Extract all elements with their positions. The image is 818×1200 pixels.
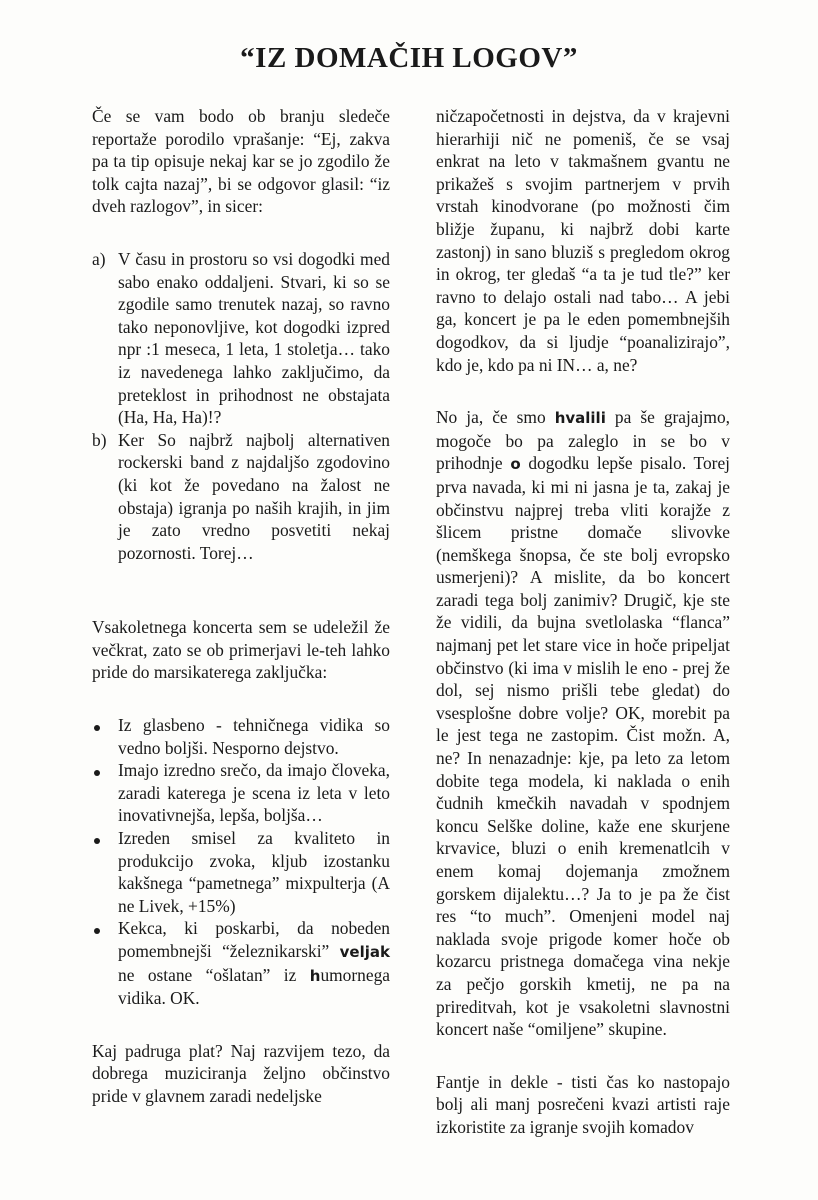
bullet-item [92, 714, 390, 759]
intro-paragraph: Če se vam bodo ob branju sledeče reportaže porodilo vprašanje: “Ej, zakva pa ta tip opisuje nekaj kar se jo zgodilo že tolk cajta nazaj”, bi se odgovor glasil: “iz dveh razlogov”, in sicer: [92, 106, 390, 217]
bullet-text: Imajo izredno srečo, da imajo človeka, zaradi katerega je scena iz leta v leto inovativnejša, lepša, boljša… [118, 760, 390, 826]
list-label: a) [92, 248, 106, 269]
paragraph-fantje: Fantje in dekle - tisti čas ko nastopajo bolj ali manj posrečeni kvazi artisti raje izkoristite za igranje svojih komadov [436, 1071, 730, 1137]
list-item-b [92, 429, 390, 565]
handwritten-word: hvalili [554, 409, 606, 428]
bullet-item [92, 759, 390, 827]
paragraph-criticism: No ja, če smo hvalili pa še grajajmo, mogoče bo pa zaleglo in se bo v prihodnje o dogodku lepše pisalo. Torej prva navada, ki mi ni jasna je ta, zakaj je občinstvu najprej treba vliti korajže z šlicem pristne domače slivovke (nemškega šnopsa, če ste bolj evropsko usmerjeni)? A mislite, da bo koncert zaradi tega bolj zanimiv? Drugič, kje ste že vidili, da bujna svetlolaska “flanca” najmanj pet let stare vice in hoče pripeljat občinstvo (ki ima v mislih le eno - prej že dol, sej nismo prišli tebe gledat) do vsesplošne dobre volje? OK, morebit pa le jest tega ne zastopim. Čist možn. A, ne? In nenazadnje: kje, pa leto za letom dobite tega modela, ki naklada o enih čudnih kmečkih navadah v spodnjem koncu Selške doline, kaže ene skurjene krvavice, bluzi o enih kremenatlcih v enem komaj dojemanja zmožnem gorskem dijalektu…? Ja to je pa že čist res “to much”. Omenjeni model naj naklada svoje prigode komer hoče ob kozarcu pristnega domačega vina nekje za pečjo gorskih kmetij, ne pa na prireditvah, kot je vsakoletni slavnostni koncert naše “omiljene” skupine. [436, 407, 730, 1040]
list-text: Ker So najbrž najbolj alternativen rockerski band z najdaljšo zgodovino (ki kot že povedano na žalost ne obstaja) igranja po naših krajih, in jim je zato vredno posvetiti nekaj pozornosti. Torej… [118, 429, 390, 563]
handwritten-letter: o [510, 455, 521, 474]
bullet-text: Kekca, ki poskarbi, da nobeden pomembnejši “železnikarski” veljak ne ostane “ošlatan” iz humornega vidika. OK. [118, 918, 390, 1009]
left-column [92, 105, 390, 1108]
list-label: b) [92, 429, 107, 450]
bullet-icon [94, 928, 100, 934]
bullet-item [92, 917, 390, 1009]
bullet-icon [94, 770, 100, 776]
bullet-icon [94, 725, 100, 731]
paragraph-other-side: Kaj padruga plat? Naj razvijem tezo, da dobrega muziciranja željno občinstvo pride v glavnem zaradi nedeljske [92, 1040, 390, 1106]
bullet-icon [94, 838, 100, 844]
paragraph-hierarchy: ničzapočetnosti in dejstva, da v krajevni hierarhiji nič ne pomeniš, če se vsaj enkrat na leto v takmašnem gvantu ne prikažeš s svojim partnerjem v prvih vrstah kinodvorane (po možnosti čim bližje županu, ki najbrž dobi karte zastonj) in sano bluziš s pregledom okrog in okrog, ter gledaš “a ta je tud tle?” ker ravno to delajo ostali nad tabo… A jebi ga, koncert je pa le eden pomembnejših dogodkov, da si ljudje “poanalizirajo”, kdo je, kdo pa ni IN… a, ne? [436, 106, 730, 375]
bullet-item [92, 827, 390, 917]
handwritten-word: veljak [339, 943, 390, 961]
paragraph-concerts: Vsakoletnega koncerta sem se udeležil že večkrat, zato se ob primerjavi le-teh lahko pride do marsikaterega zaključka: [92, 617, 390, 683]
handwritten-letter: h [309, 966, 321, 985]
bullet-text: Iz glasbeno - tehničnega vidika so vedno boljši. Nesporno dejstvo. [118, 715, 390, 758]
right-column [436, 105, 730, 1139]
list-text: V času in prostoru so vsi dogodki med sabo enako oddaljeni. Stvari, ki so se zgodile samo trenutek nazaj, so ravno tako neponovljive, kot dogodki izpred npr :1 meseca, 1 leta, 1 stoletja… tako iz navedenega lahko zaključimo, da preteklost in prihodnost ne obstajata (Ha, Ha, Ha)!? [118, 248, 390, 428]
page-title: “IZ DOMAČIH LOGOV” [240, 42, 578, 74]
bullet-text: Izreden smisel za kvaliteto in produkcijo zvoka, kljub izostanku kakšnega “pametnega” mixpulterja (A ne Livek, +15%) [118, 828, 390, 916]
list-item-a [92, 248, 390, 429]
